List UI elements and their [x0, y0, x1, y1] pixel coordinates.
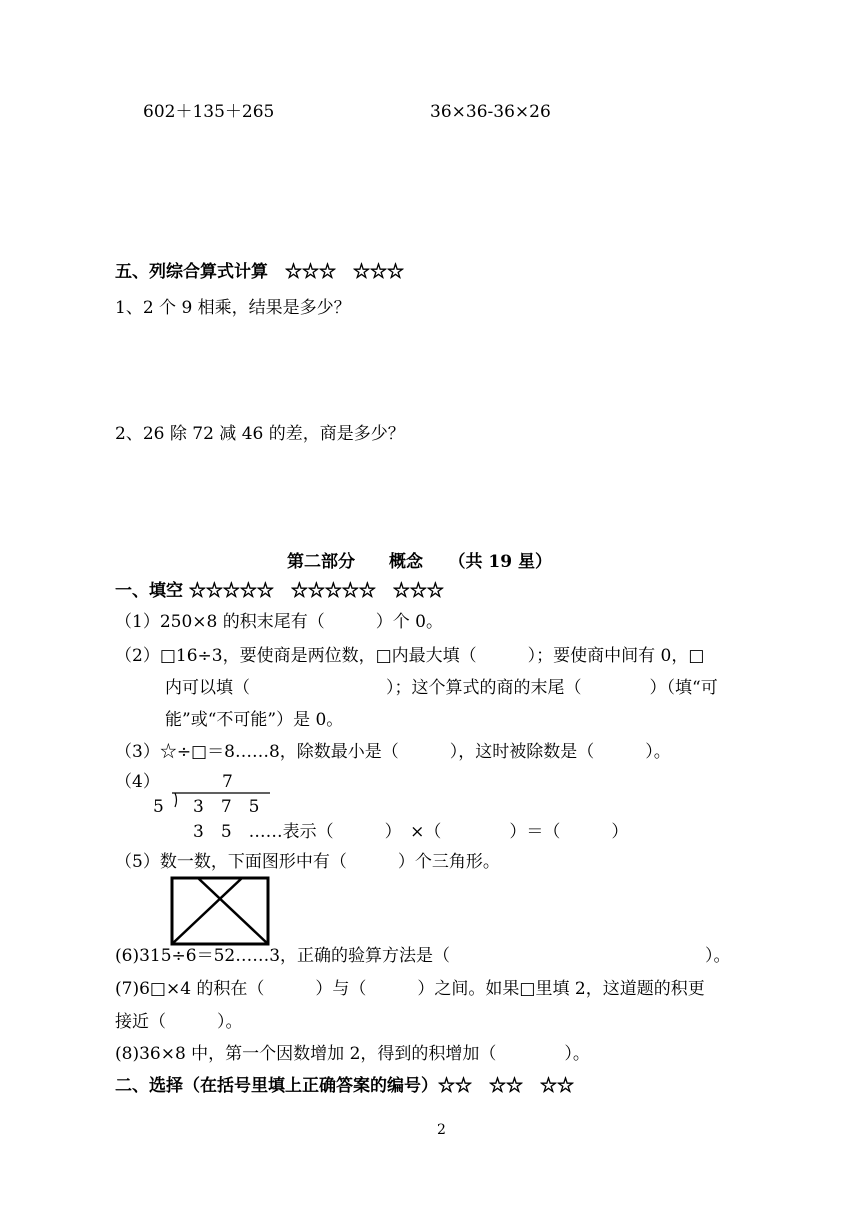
section-5-question-1: 1、2 个 9 相乘，结果是多少？ — [115, 298, 351, 318]
fill-question-2-line-2: 内可以填（ ）；这个算式的商的末尾（ ）（填“可 — [165, 678, 718, 698]
division-quotient: 7 — [222, 772, 233, 792]
fill-section-title: 一、填空 ☆☆☆☆☆ ☆☆☆☆☆ ☆☆☆ — [115, 581, 444, 601]
calc-expression-2: 36×36-36×26 — [430, 102, 551, 122]
fill-question-7-line-1: (7)6□×4 的积在（ ）与（ ）之间。如果□里填 2，这道题的积更 — [115, 979, 705, 999]
fill-question-6: (6)315÷6＝52……3，正确的验算方法是（ ）。 — [115, 946, 731, 966]
section-5-question-2: 2、26 除 72 减 46 的差，商是多少？ — [115, 424, 405, 444]
fill-question-4-line-3: 3 5 ……表示（ ） ×（ ）＝（ ） — [193, 822, 629, 842]
triangle-figure — [172, 878, 272, 948]
fill-question-1: （1）250×8 的积末尾有（ ）个 0。 — [115, 612, 443, 632]
division-dividend: 3 7 5 — [193, 797, 260, 817]
calc-expression-1: 602＋135＋265 — [143, 102, 275, 122]
part-2-title: 第二部分 概念 （共 19 星） — [287, 552, 552, 572]
page-number: 2 — [437, 1122, 446, 1138]
fill-question-3: （3）☆÷□＝8……8，除数最小是（ ），这时被除数是（ ）。 — [115, 742, 671, 762]
section-5-title: 五、列综合算式计算 ☆☆☆ ☆☆☆ — [115, 262, 404, 282]
choice-section-title: 二、选择（在括号里填上正确答案的编号）☆☆ ☆☆ ☆☆ — [115, 1076, 574, 1096]
fill-question-5: （5）数一数，下面图形中有（ ）个三角形。 — [115, 852, 500, 872]
fill-question-4-label: （4） — [115, 772, 160, 792]
fill-question-2-line-1: （2）□16÷3，要使商是两位数，□内最大填（ ）；要使商中间有 0，□ — [115, 646, 705, 666]
division-divisor: 5 — [153, 797, 164, 817]
fill-question-8: (8)36×8 中，第一个因数增加 2，得到的积增加（ ）。 — [115, 1044, 590, 1064]
fill-question-2-line-3: 能”或“不可能”）是 0。 — [165, 710, 344, 730]
fill-question-7-line-2: 接近（ ）。 — [115, 1012, 243, 1032]
